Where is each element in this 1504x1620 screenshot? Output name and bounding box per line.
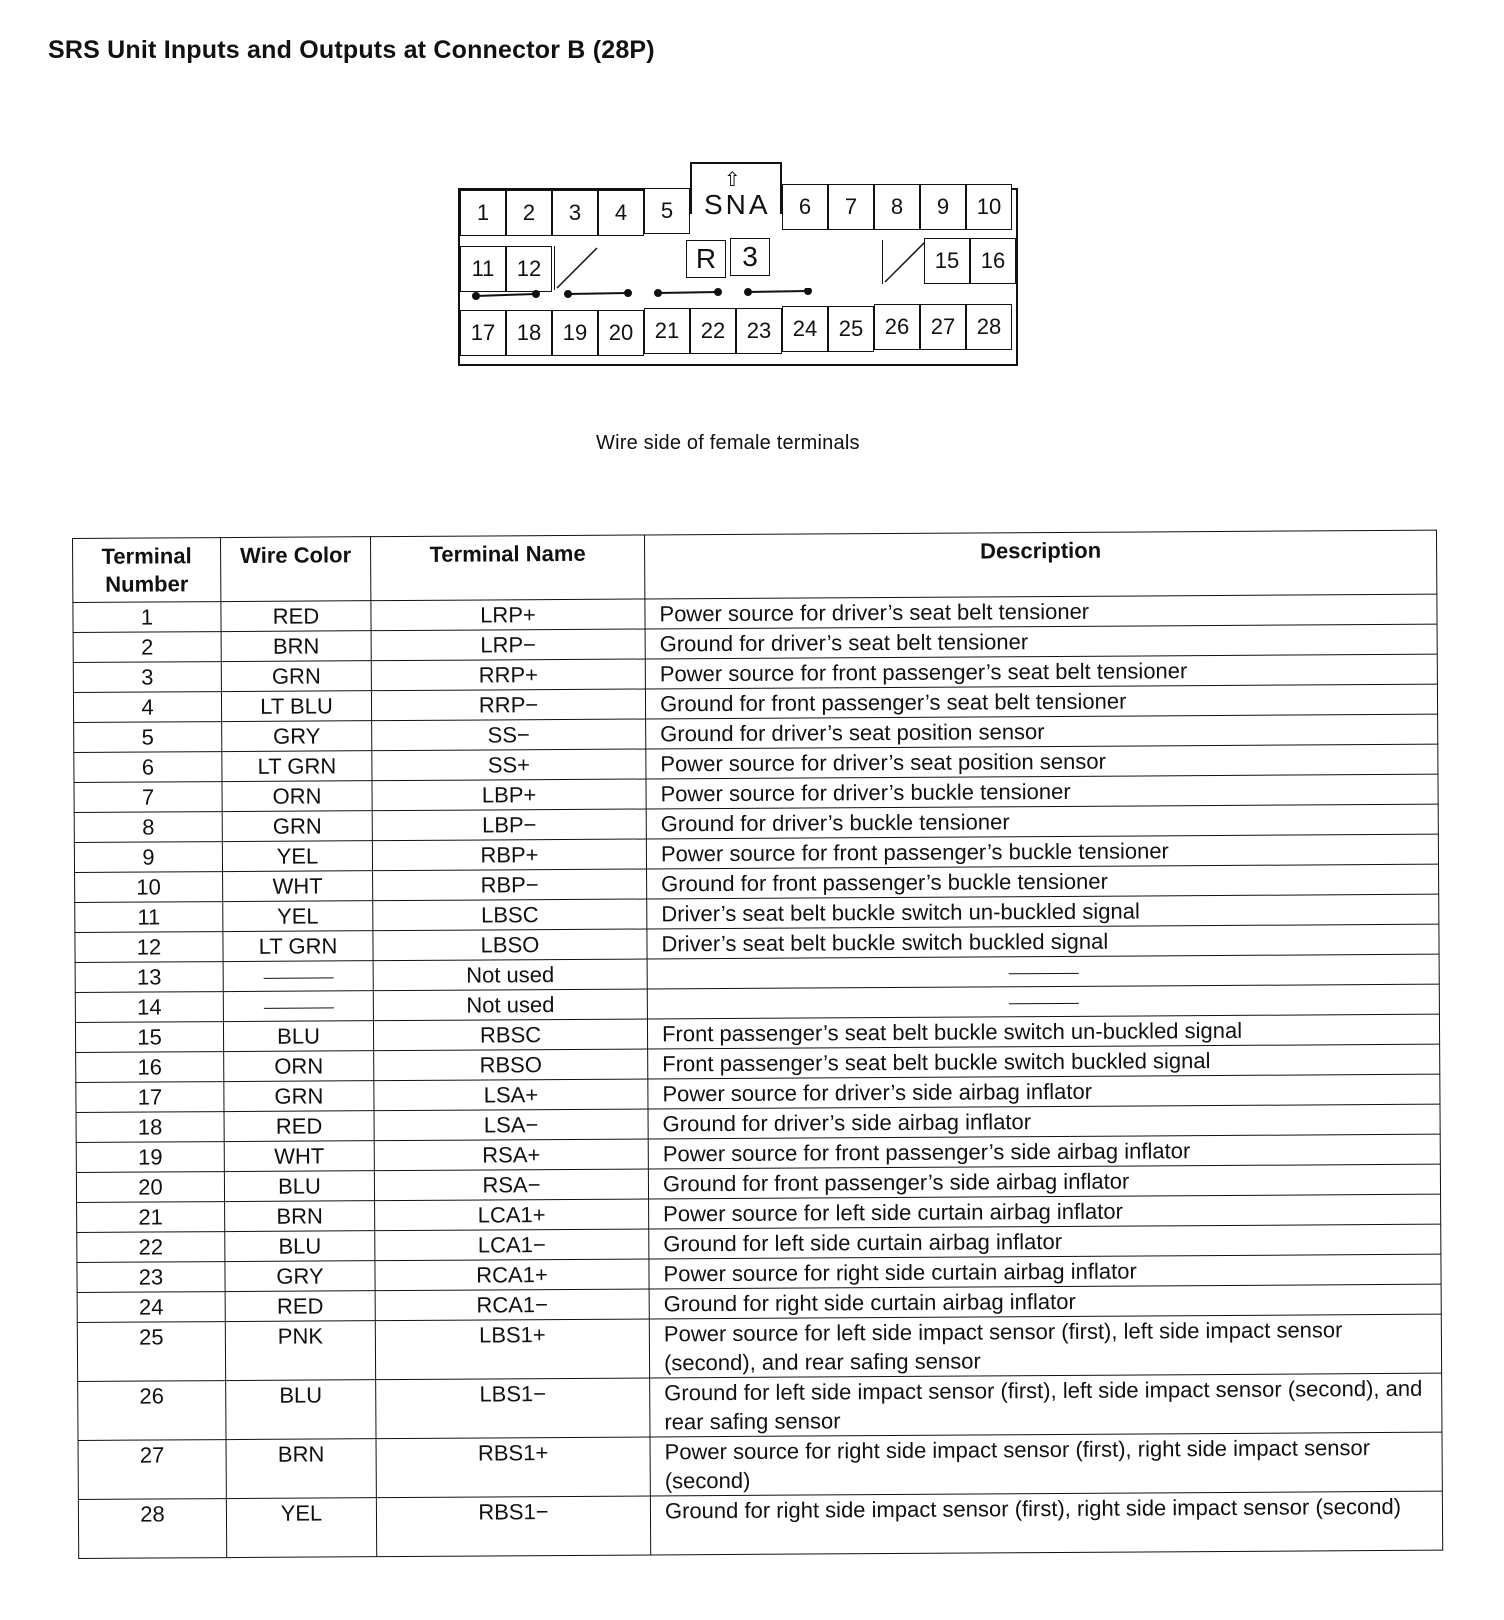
up-arrow-icon: ⇧ bbox=[724, 169, 741, 191]
cell-description: Power source for driver’s buckle tensioner bbox=[646, 774, 1438, 809]
cell-wire-color: BLU bbox=[223, 1021, 373, 1052]
cell-wire-color: BRN bbox=[221, 631, 371, 662]
blocked-cavity bbox=[882, 240, 926, 284]
cell-terminal-name: LBP+ bbox=[372, 779, 646, 811]
terminal-cell: 20 bbox=[598, 310, 644, 356]
cell-description: Ground for left side curtain airbag inflator bbox=[649, 1224, 1441, 1259]
cell-terminal-number: 8 bbox=[74, 812, 222, 843]
cell-terminal-number: 28 bbox=[78, 1499, 226, 1559]
cell-description: Power source for front passenger’s side airbag inflator bbox=[648, 1134, 1440, 1169]
cell-terminal-name: RRP+ bbox=[371, 659, 645, 691]
cell-description: Front passenger’s seat belt buckle switch un-buckled signal bbox=[647, 1014, 1439, 1049]
cell-terminal-number: 26 bbox=[78, 1381, 226, 1441]
cell-terminal-number: 2 bbox=[73, 632, 221, 663]
cell-wire-color: LT BLU bbox=[221, 691, 371, 722]
cell-terminal-name: RBS1+ bbox=[376, 1437, 650, 1498]
table-row bbox=[78, 1373, 1442, 1440]
cell-description bbox=[647, 984, 1439, 1019]
cell-terminal-number: 16 bbox=[76, 1052, 224, 1083]
cell-description: Driver’s seat belt buckle switch buckled signal bbox=[647, 924, 1439, 959]
cell-terminal-number: 5 bbox=[74, 722, 222, 753]
header-terminal-name: Terminal Name bbox=[370, 535, 644, 601]
cell-terminal-number: 9 bbox=[74, 842, 222, 873]
cell-wire-color: WHT bbox=[224, 1141, 374, 1172]
cell-terminal-number: 4 bbox=[73, 692, 221, 723]
cell-wire-color: PNK bbox=[225, 1321, 375, 1381]
cell-terminal-number: 6 bbox=[74, 752, 222, 783]
cell-terminal-number: 10 bbox=[75, 872, 223, 903]
diagram-caption: Wire side of female terminals bbox=[596, 432, 860, 454]
cell-terminal-number: 24 bbox=[77, 1292, 225, 1323]
cell-terminal-name: LBSC bbox=[373, 899, 647, 931]
cell-wire-color: ORN bbox=[224, 1051, 374, 1082]
cell-wire-color bbox=[223, 961, 373, 992]
cell-terminal-name: RBP+ bbox=[372, 839, 646, 871]
cell-wire-color: LT GRN bbox=[223, 931, 373, 962]
terminal-cell: 2 bbox=[506, 190, 552, 236]
cell-wire-color: BRN bbox=[226, 1439, 376, 1499]
marking-box: 3 bbox=[730, 238, 770, 276]
cell-wire-color bbox=[223, 991, 373, 1022]
cell-terminal-name: LCA1− bbox=[375, 1229, 649, 1261]
cell-wire-color: BLU bbox=[224, 1171, 374, 1202]
cell-wire-color: RED bbox=[224, 1111, 374, 1142]
cell-description: Ground for driver’s side airbag inflator bbox=[648, 1104, 1440, 1139]
cell-terminal-number: 12 bbox=[75, 932, 223, 963]
terminal-cell: 27 bbox=[920, 304, 966, 350]
terminal-cell: 26 bbox=[874, 304, 920, 350]
cell-wire-color: BLU bbox=[225, 1231, 375, 1262]
cell-wire-color: RED bbox=[221, 601, 371, 632]
cell-terminal-name: RBS1− bbox=[376, 1496, 650, 1557]
cell-wire-color: GRN bbox=[221, 661, 371, 692]
cell-terminal-name: LBP− bbox=[372, 809, 646, 841]
cell-wire-color: BLU bbox=[226, 1380, 376, 1440]
cell-description: Power source for right side curtain airbag inflator bbox=[649, 1254, 1441, 1289]
cell-description: Power source for left side curtain airbag inflator bbox=[649, 1194, 1441, 1229]
cell-terminal-number: 3 bbox=[73, 662, 221, 693]
cell-description: Power source for front passenger’s seat belt tensioner bbox=[645, 654, 1437, 689]
terminal-cell: 22 bbox=[690, 308, 736, 354]
terminal-cell: 23 bbox=[736, 308, 782, 354]
cell-wire-color: LT GRN bbox=[222, 751, 372, 782]
cell-wire-color: YEL bbox=[222, 841, 372, 872]
cell-terminal-name: RCA1− bbox=[375, 1289, 649, 1321]
cell-terminal-name: LBSO bbox=[373, 929, 647, 961]
cell-terminal-number: 20 bbox=[76, 1172, 224, 1203]
page-title: SRS Unit Inputs and Outputs at Connector B (28P) bbox=[48, 36, 655, 64]
cell-description: Driver’s seat belt buckle switch un-buckled signal bbox=[647, 894, 1439, 929]
shorting-bars bbox=[472, 288, 832, 302]
cell-terminal-name: SS− bbox=[372, 719, 646, 751]
terminal-cell: 12 bbox=[506, 246, 552, 292]
terminal-cell: 28 bbox=[966, 304, 1012, 350]
cell-terminal-name: RBP− bbox=[373, 869, 647, 901]
cell-terminal-number: 25 bbox=[77, 1322, 225, 1382]
cell-terminal-number: 19 bbox=[76, 1142, 224, 1173]
header-description: Description bbox=[644, 530, 1436, 599]
cell-description: Ground for front passenger’s seat belt tensioner bbox=[645, 684, 1437, 719]
cell-description: Ground for driver’s seat belt tensioner bbox=[645, 624, 1437, 659]
cell-terminal-number: 11 bbox=[75, 902, 223, 933]
cell-terminal-number: 1 bbox=[73, 602, 221, 633]
marking-box: R bbox=[686, 240, 726, 278]
terminal-cell: 15 bbox=[924, 238, 970, 284]
terminal-cell: 1 bbox=[460, 190, 506, 236]
cell-terminal-name: LSA− bbox=[374, 1109, 648, 1141]
terminal-cell: 18 bbox=[506, 310, 552, 356]
terminal-cell: 16 bbox=[970, 238, 1016, 284]
cell-terminal-name: RBSC bbox=[373, 1019, 647, 1051]
cell-terminal-number: 7 bbox=[74, 782, 222, 813]
cell-wire-color: WHT bbox=[223, 871, 373, 902]
terminal-cell: 7 bbox=[828, 184, 874, 230]
terminal-cell: 21 bbox=[644, 308, 690, 354]
cell-wire-color: GRY bbox=[225, 1261, 375, 1292]
terminal-table bbox=[72, 530, 1443, 1559]
cell-description: Ground for driver’s seat position sensor bbox=[646, 714, 1438, 749]
cell-terminal-number: 15 bbox=[75, 1022, 223, 1053]
table-row bbox=[78, 1491, 1442, 1558]
cell-wire-color: GRN bbox=[224, 1081, 374, 1112]
cell-description bbox=[647, 954, 1439, 989]
cell-description: Power source for driver’s seat belt tensioner bbox=[645, 594, 1437, 629]
terminal-cell: 9 bbox=[920, 184, 966, 230]
dash-line bbox=[263, 977, 333, 978]
table-row bbox=[77, 1314, 1441, 1381]
cell-terminal-name: RCA1+ bbox=[375, 1259, 649, 1291]
cell-wire-color: BRN bbox=[225, 1201, 375, 1232]
cell-terminal-number: 18 bbox=[76, 1112, 224, 1143]
cell-description: Power source for front passenger’s buckle tensioner bbox=[646, 834, 1438, 869]
cell-description: Ground for driver’s buckle tensioner bbox=[646, 804, 1438, 839]
cell-terminal-number: 27 bbox=[78, 1440, 226, 1500]
cell-description: Ground for right side curtain airbag inflator bbox=[649, 1284, 1441, 1319]
cell-terminal-number: 13 bbox=[75, 962, 223, 993]
terminal-cell: 8 bbox=[874, 184, 920, 230]
terminal-cell: 17 bbox=[460, 310, 506, 356]
cell-terminal-name: Not used bbox=[373, 989, 647, 1021]
cell-wire-color: YEL bbox=[226, 1498, 376, 1558]
cell-wire-color: ORN bbox=[222, 781, 372, 812]
cell-terminal-name: LSA+ bbox=[374, 1079, 648, 1111]
connector-key bbox=[690, 162, 782, 220]
cell-description: Ground for front passenger’s buckle tensioner bbox=[647, 864, 1439, 899]
cell-terminal-name: LBS1+ bbox=[375, 1319, 649, 1380]
header-wire-color: Wire Color bbox=[221, 537, 371, 602]
terminal-cell: 10 bbox=[966, 184, 1012, 230]
cell-terminal-name: SS+ bbox=[372, 749, 646, 781]
cell-description: Ground for right side impact sensor (first), right side impact sensor (second) bbox=[650, 1491, 1442, 1555]
cell-terminal-number: 17 bbox=[76, 1082, 224, 1113]
cell-terminal-name: Not used bbox=[373, 959, 647, 991]
connector-diagram bbox=[458, 160, 1022, 368]
cell-terminal-name: RRP− bbox=[371, 689, 645, 721]
cell-wire-color: YEL bbox=[223, 901, 373, 932]
cell-wire-color: GRN bbox=[222, 811, 372, 842]
terminal-cell: 3 bbox=[552, 190, 598, 236]
cell-wire-color: RED bbox=[225, 1291, 375, 1322]
cell-terminal-name: LBS1− bbox=[376, 1378, 650, 1439]
terminal-cell: 25 bbox=[828, 306, 874, 352]
cell-description: Power source for driver’s seat position sensor bbox=[646, 744, 1438, 779]
cell-description: Power source for left side impact sensor (first), left side impact sensor (second), and rear safing sensor bbox=[649, 1314, 1441, 1378]
header-terminal-number: Terminal Number bbox=[73, 538, 221, 603]
cell-terminal-number: 21 bbox=[77, 1202, 225, 1233]
cell-terminal-number: 14 bbox=[75, 992, 223, 1023]
cell-terminal-name: RSA− bbox=[374, 1169, 648, 1201]
blocked-cavity bbox=[554, 246, 598, 290]
dash-line bbox=[1008, 1003, 1078, 1004]
terminal-cell: 5 bbox=[644, 188, 690, 234]
cell-terminal-name: LRP+ bbox=[371, 599, 645, 631]
terminal-cell: 11 bbox=[460, 246, 506, 292]
cell-terminal-name: LCA1+ bbox=[375, 1199, 649, 1231]
terminal-cell: 24 bbox=[782, 306, 828, 352]
cell-terminal-name: RSA+ bbox=[374, 1139, 648, 1171]
cell-wire-color: GRY bbox=[222, 721, 372, 752]
table-row bbox=[78, 1432, 1442, 1499]
cell-description: Front passenger’s seat belt buckle switch buckled signal bbox=[648, 1044, 1440, 1079]
dash-line bbox=[263, 1007, 333, 1008]
cell-description: Ground for front passenger’s side airbag inflator bbox=[648, 1164, 1440, 1199]
dash-line bbox=[1008, 973, 1078, 974]
terminal-cell: 4 bbox=[598, 190, 644, 236]
terminal-cell: 19 bbox=[552, 310, 598, 356]
key-label: SNA bbox=[704, 189, 771, 220]
cell-terminal-name: LRP− bbox=[371, 629, 645, 661]
cell-description: Power source for right side impact sensor (first), right side impact sensor (second) bbox=[650, 1432, 1442, 1496]
terminal-cell: 6 bbox=[782, 184, 828, 230]
cell-terminal-number: 22 bbox=[77, 1232, 225, 1263]
cell-description: Ground for left side impact sensor (first), left side impact sensor (second), and rear safing sensor bbox=[650, 1373, 1442, 1437]
cell-description: Power source for driver’s side airbag inflator bbox=[648, 1074, 1440, 1109]
cell-terminal-number: 23 bbox=[77, 1262, 225, 1293]
cell-terminal-name: RBSO bbox=[374, 1049, 648, 1081]
